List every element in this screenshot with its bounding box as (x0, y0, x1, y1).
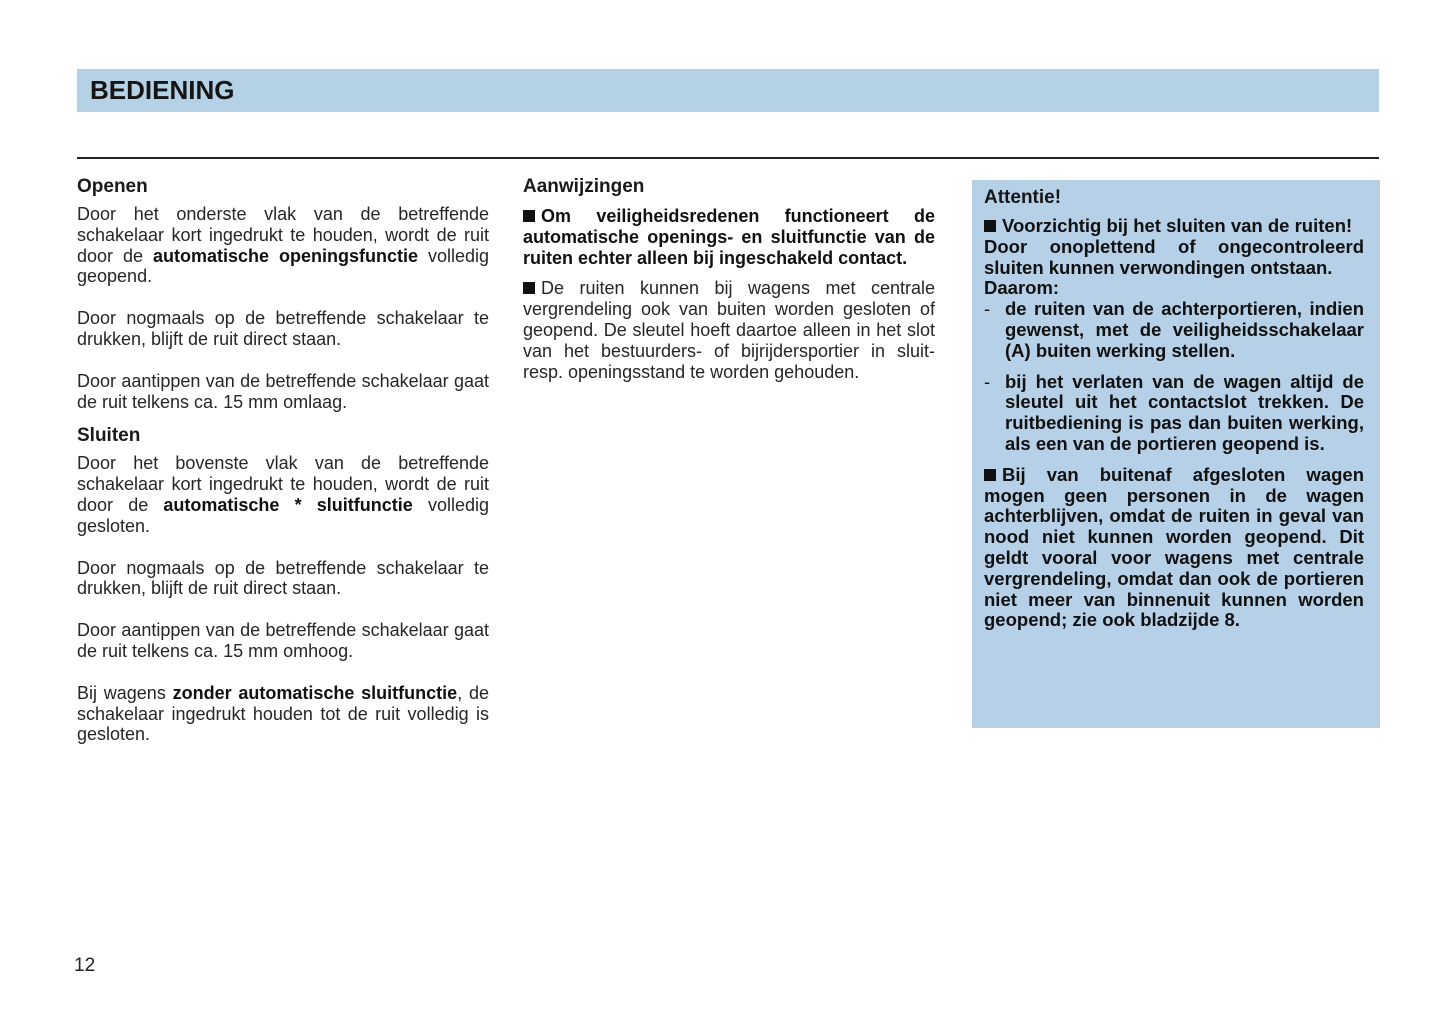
attention-list-item: - de ruiten van de achterportieren, indien gewenst, met de veiligheidsschakelaar (A) buiten werking stellen. (984, 298, 1364, 361)
dash-marker: - (984, 370, 991, 392)
heading-sluiten: Sluiten (77, 425, 141, 447)
dash-marker: - (984, 298, 991, 320)
note-2: De ruiten kunnen bij wagens met centrale vergrendeling ook van buiten worden gesloten of geopend. De sleutel hoeft daartoe alleen in het slot van het bestuurders- of bijrijdersportier in sluit- resp. openingsstand te worden gehouden. (523, 278, 935, 382)
bullet-square-icon (523, 210, 535, 222)
sluiten-paragraph-3: Door aantippen van de betreffende schakelaar gaat de ruit telkens ca. 15 mm omhoog. (77, 620, 489, 661)
bullet-square-icon (984, 469, 996, 481)
attention-paragraph-2: Door onoplettend of ongecontroleerd sluiten kunnen verwondingen ontstaan. (984, 235, 1364, 278)
section-header-band (77, 69, 1379, 112)
column-middle (523, 175, 935, 392)
attention-title: Attentie! (984, 187, 1062, 208)
attention-box (972, 180, 1380, 728)
note-1: Om veiligheidsredenen functioneert de automatische openings- en sluitfunctie van de ruiten echter alleen bij ingeschakeld contact. (523, 206, 935, 268)
page-number: 12 (74, 955, 96, 976)
attention-list-item: - bij het verlaten van de wagen altijd de sleutel uit het contactslot trekken. De ruitbediening is pas dan buiten werking, als een van de portieren geopend is. (984, 370, 1364, 454)
sluiten-paragraph-2: Door nogmaals op de betreffende schakelaar te drukken, blijft de ruit direct staan. (77, 557, 489, 599)
openen-paragraph-1: Door het onderste vlak van de betreffende schakelaar kort ingedrukt te houden, wordt de ruit door de automatische openingsfunctie volledig geopend. (77, 204, 489, 287)
bullet-square-icon (523, 282, 535, 294)
sluiten-paragraph-4: Bij wagens zonder automatische sluitfunctie, de schakelaar ingedrukt houden tot de ruit volledig is gesloten. (77, 682, 489, 745)
attention-paragraph-4: Bij van buitenaf afgesloten wagen mogen geen personen in de wagen achterblijven, omdat de ruiten in geval van nood niet kunnen worden geopend. Dit geldt vooral voor wagens met centrale vergrendeling, omdat dan ook de portieren niet meer van binnenuit kunnen worden geopend; zie ook bladzijde 8. (984, 463, 1364, 631)
attention-paragraph-3: Daarom: (984, 277, 1060, 299)
heading-aanwijzingen: Aanwijzingen (523, 176, 645, 197)
sluiten-paragraph-1: Door het bovenste vlak van de betreffende schakelaar kort ingedrukt te houden, wordt de ruit door de automatische * sluitfunctie volledig gesloten. (77, 453, 489, 536)
bullet-square-icon (984, 220, 996, 232)
openen-paragraph-2: Door nogmaals op de betreffende schakelaar te drukken, blijft de ruit direct staan. (77, 308, 489, 349)
openen-paragraph-3: Door aantippen van de betreffende schakelaar gaat de ruit telkens ca. 15 mm omlaag. (77, 370, 489, 412)
section-title: BEDIENING (90, 75, 235, 105)
horizontal-rule (77, 157, 1379, 159)
attention-list (984, 299, 1364, 455)
heading-openen: Openen (77, 176, 148, 197)
column-left (77, 175, 489, 766)
attention-paragraph-1: Voorzichtig bij het sluiten van de ruiten! (984, 216, 1364, 237)
